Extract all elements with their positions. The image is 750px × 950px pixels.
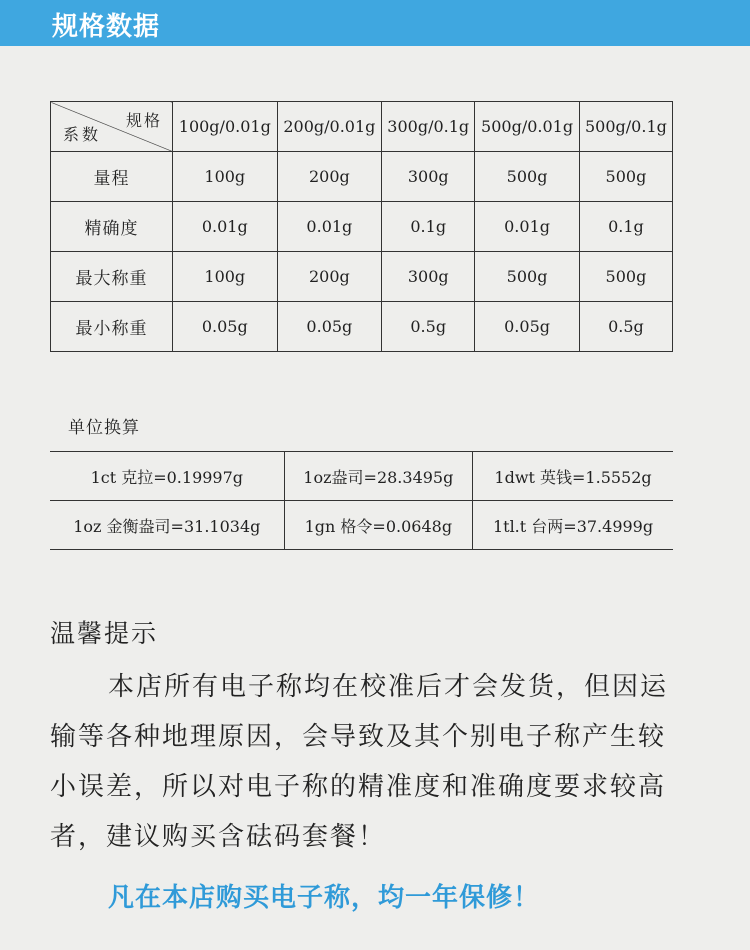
unit-cell: 1oz 金衡盎司=31.1034g [50,501,284,550]
spec-column-header: 500g/0.1g [579,102,672,152]
warranty-notice: 凡在本店购买电子称，均一年保修！ [108,883,541,913]
unit-conversion-title: 单位换算 [68,418,140,438]
page-title: 规格数据 [52,12,161,42]
unit-conversion-table [50,451,673,550]
spec-cell: 100g [173,152,278,202]
spec-row-max-weight [51,252,673,302]
notice-body [50,662,710,862]
spec-cell: 0.05g [475,302,580,352]
unit-cell: 1tl.t 台两=37.4999g [473,501,673,550]
spec-row-min-weight [51,302,673,352]
notice-line: 者，建议购买含砝码套餐！ [50,822,387,852]
spec-cell: 200g [277,152,382,202]
spec-table [50,101,673,352]
row-label: 最大称重 [51,252,173,302]
spec-column-header: 200g/0.01g [277,102,382,152]
notice-title: 温馨提示 [50,619,159,648]
spec-column-header: 500g/0.01g [475,102,580,152]
spec-cell: 0.5g [579,302,672,352]
spec-cell: 0.01g [277,202,382,252]
spec-row-range [51,152,673,202]
unit-row [50,501,673,550]
row-label: 最小称重 [51,302,173,352]
spec-cell: 500g [579,252,672,302]
row-label: 精确度 [51,202,173,252]
spec-cell: 0.01g [173,202,278,252]
corner-bottom-label: 系数 [63,125,102,144]
spec-header-row [51,102,673,152]
notice-line [50,662,710,712]
unit-cell: 1oz盎司=28.3495g [284,452,472,501]
spec-cell: 300g [382,252,475,302]
spec-cell: 0.01g [475,202,580,252]
unit-cell: 1ct 克拉=0.19997g [50,452,284,501]
unit-cell: 1gn 格令=0.0648g [284,501,472,550]
spec-cell: 200g [277,252,382,302]
spec-cell: 500g [475,152,580,202]
spec-cell: 0.5g [382,302,475,352]
spec-cell: 0.05g [277,302,382,352]
corner-top-label: 规格 [125,111,162,130]
spec-cell: 500g [475,252,580,302]
spec-column-header: 300g/0.1g [382,102,475,152]
notice-line: 输等各种地理原因，会导致及其个别电子称产生较 [50,722,667,752]
spec-row-precision [51,202,673,252]
spec-cell: 300g [382,152,475,202]
spec-cell: 500g [579,152,672,202]
notice-line-text: 本店所有电子称均在校准后才会发货，但因运 [108,672,669,702]
header-banner [0,0,750,46]
spec-corner-cell [51,102,173,152]
unit-cell: 1dwt 英钱=1.5552g [473,452,673,501]
spec-cell: 0.1g [579,202,672,252]
spec-cell: 0.1g [382,202,475,252]
spec-cell: 0.05g [173,302,278,352]
spec-column-header: 100g/0.01g [173,102,278,152]
spec-cell: 100g [173,252,278,302]
unit-row [50,452,673,501]
row-label: 量程 [51,152,173,202]
notice-line: 小误差，所以对电子称的精准度和准确度要求较高 [50,772,667,802]
